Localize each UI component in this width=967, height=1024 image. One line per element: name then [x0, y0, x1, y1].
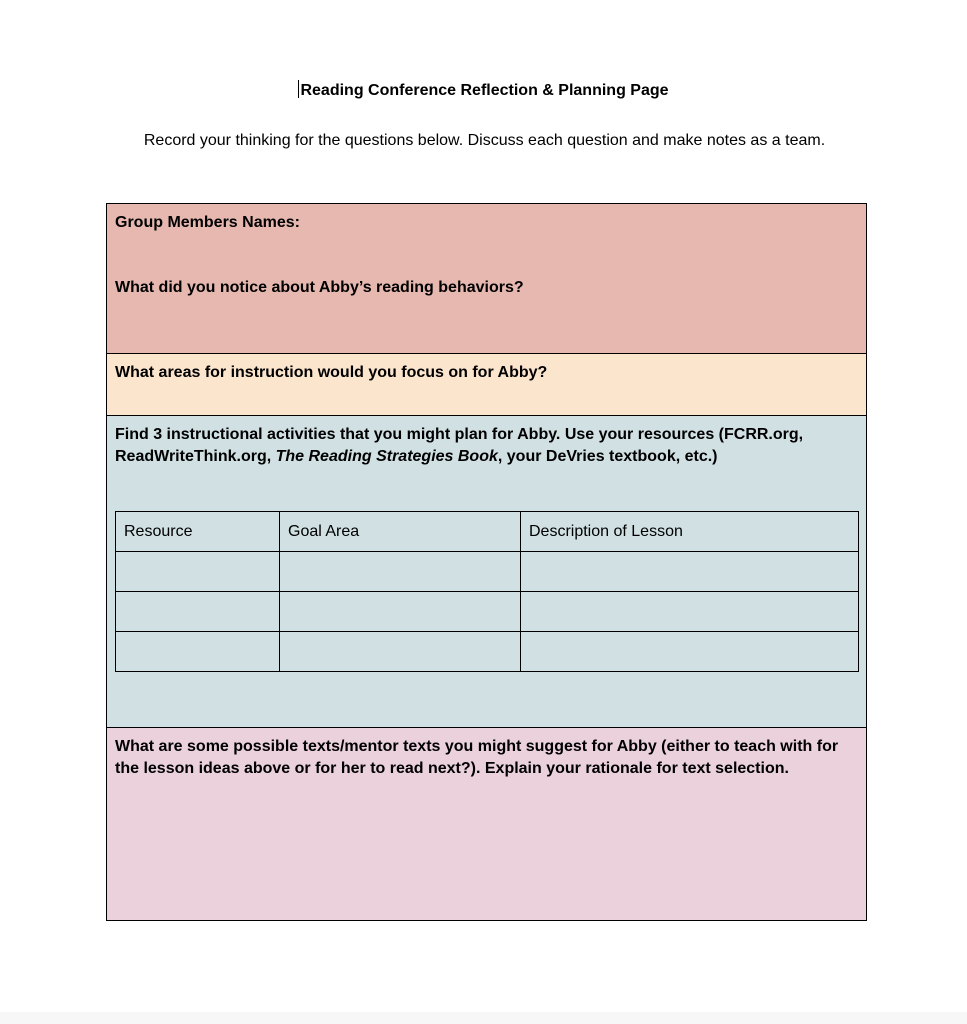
header-goal-area[interactable]: Goal Area — [280, 512, 521, 552]
reflection-table — [106, 203, 867, 921]
goal-area-cell[interactable] — [280, 592, 521, 632]
table-row — [116, 632, 859, 672]
activities-header-row — [116, 512, 859, 552]
reading-behaviors-cell[interactable] — [107, 204, 867, 354]
page-title[interactable] — [0, 80, 967, 102]
reading-behaviors-question: What did you notice about Abby’s reading behaviors? — [115, 279, 524, 296]
header-description[interactable]: Description of Lesson — [521, 512, 859, 552]
group-members-label: Group Members Names: — [115, 214, 300, 231]
spacer — [115, 234, 858, 277]
instruction-focus-question: What areas for instruction would you focus on for Abby? — [115, 364, 548, 381]
activities-cell[interactable] — [107, 416, 867, 728]
instructions-text[interactable]: Record your thinking for the questions below. Discuss each question and make notes as a team. — [143, 132, 826, 149]
page-title-text[interactable]: Reading Conference Reflection & Planning Page — [300, 82, 669, 99]
table-row — [116, 552, 859, 592]
activities-table-wrap — [115, 511, 858, 672]
table-row — [116, 592, 859, 632]
activities-prompt-text: Find 3 instructional activities that you might plan for Abby. Use your resources (FCRR.org, ReadWriteThink.org, — [115, 426, 804, 465]
resource-cell[interactable] — [116, 592, 280, 632]
goal-area-cell[interactable] — [280, 552, 521, 592]
description-cell[interactable] — [521, 632, 859, 672]
description-cell[interactable] — [521, 552, 859, 592]
texts-cell[interactable] — [107, 728, 867, 921]
instruction-focus-cell[interactable] — [107, 354, 867, 416]
activities-prompt — [115, 424, 858, 468]
activities-prompt-book-title: The Reading Strategies Book — [275, 448, 498, 465]
activities-prompt-text-end: , your DeVries textbook, etc.) — [497, 448, 718, 465]
resource-cell[interactable] — [116, 552, 280, 592]
activities-table — [115, 511, 859, 672]
description-cell[interactable] — [521, 592, 859, 632]
header-resource[interactable]: Resource — [116, 512, 280, 552]
goal-area-cell[interactable] — [280, 632, 521, 672]
texts-question: What are some possible texts/mentor texts you might suggest for Abby (either to teach with for the lesson ideas above or for her to read next?). Explain your rationale for text selection. — [115, 738, 839, 777]
page-bottom-strip — [0, 1012, 967, 1024]
resource-cell[interactable] — [116, 632, 280, 672]
